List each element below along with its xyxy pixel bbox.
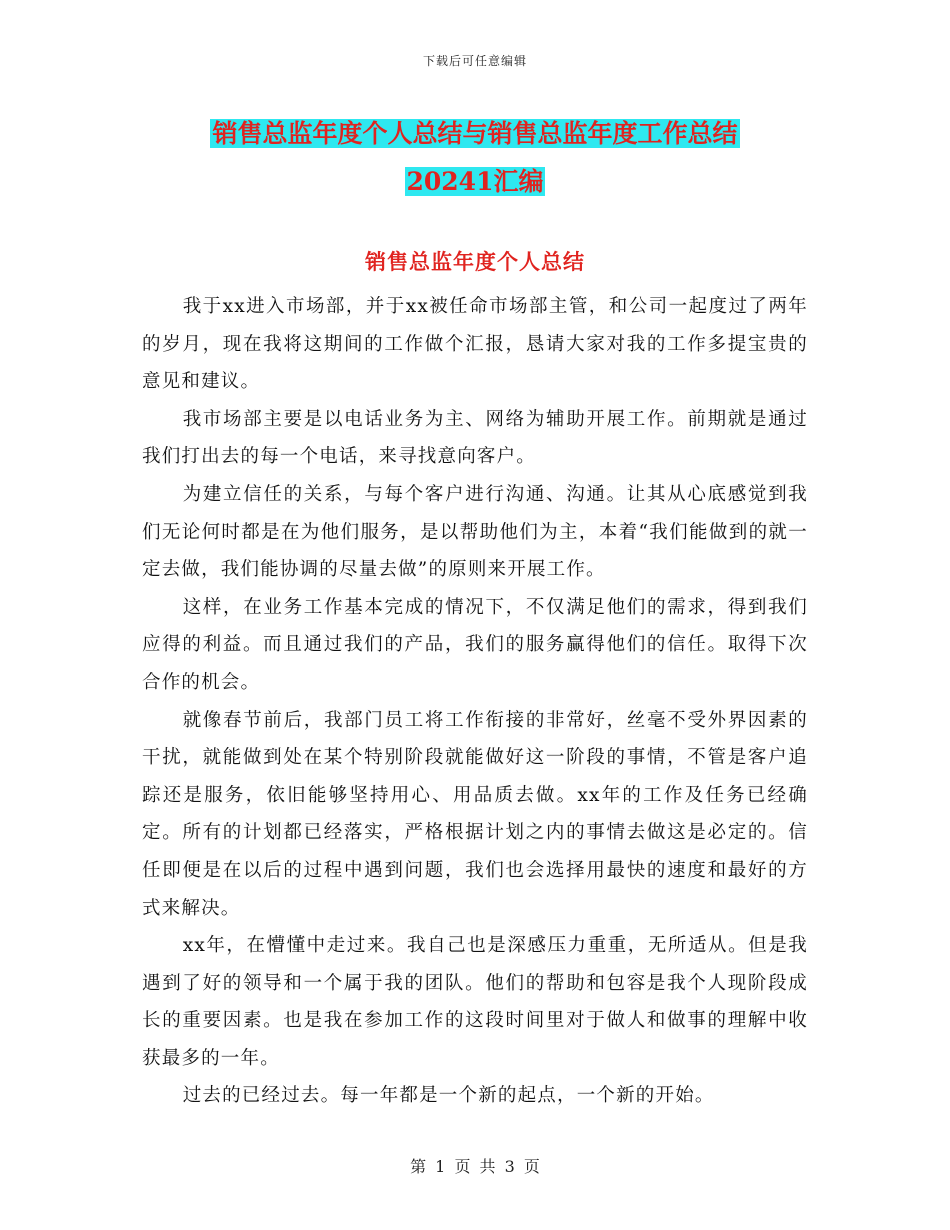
section-heading: 销售总监年度个人总结 (365, 249, 585, 274)
title-line-2: 20241汇编 (406, 167, 544, 196)
header-note: 下载后可任意编辑 (422, 54, 527, 68)
paragraph-1: 我于xx进入市场部，并于xx被任命市场部主管，和公司一起度过了两年的岁月，现在我将这期间的工作做个汇报，恳请大家对我的工作多提宝贵的意见和建议。 (142, 296, 808, 393)
paragraph-3: 为建立信任的关系，与每个客户进行沟通、沟通。让其从心底感觉到我们无论何时都是在为他们服务，是以帮助他们为主，本着“我们能做到的就一定去做，我们能协调的尽量去做”的原则来开展工作。 (142, 483, 808, 581)
title-line-1: 销售总监年度个人总结与销售总监年度工作总结 (212, 119, 738, 148)
paragraph-2: 我市场部主要是以电话业务为主、网络为辅助开展工作。前期就是通过我们打出去的每一个电话，来寻找意向客户。 (142, 408, 808, 468)
document-title (0, 110, 950, 206)
paragraph-7: 过去的已经过去。每一年都是一个新的起点，一个新的开始。 (182, 1085, 715, 1107)
paragraph-6: xx年，在懵懂中走过来。我自己也是深感压力重重，无所适从。但是我遇到了好的领导和一个属于我的团队。他们的帮助和包容是我个人现阶段成长的重要因素。也是我在参加工作的这段时间里对于做人和做事的理解中收获最多的一年。 (142, 935, 808, 1069)
paragraph-5: 就像春节前后，我部门员工将工作衔接的非常好，丝毫不受外界因素的干扰，就能做到处在某个特别阶段就能做好这一阶段的事情，不管是客户追踪还是服务，依旧能够坚持用心、用品质去做。xx年的工作及任务已经确定。所有的计划都已经落实，严格根据计划之内的事情去做这是必定的。信任即便是在以后的过程中遇到问题，我们也会选择用最快的速度和最好的方式来解决。 (142, 709, 808, 919)
body-text (142, 288, 808, 1115)
paragraph-4: 这样，在业务工作基本完成的情况下，不仅满足他们的需求，得到我们应得的利益。而且通过我们的产品，我们的服务赢得他们的信任。取得下次合作的机会。 (142, 596, 808, 693)
page-footer: 第 1 页 共 3 页 (410, 1157, 540, 1176)
